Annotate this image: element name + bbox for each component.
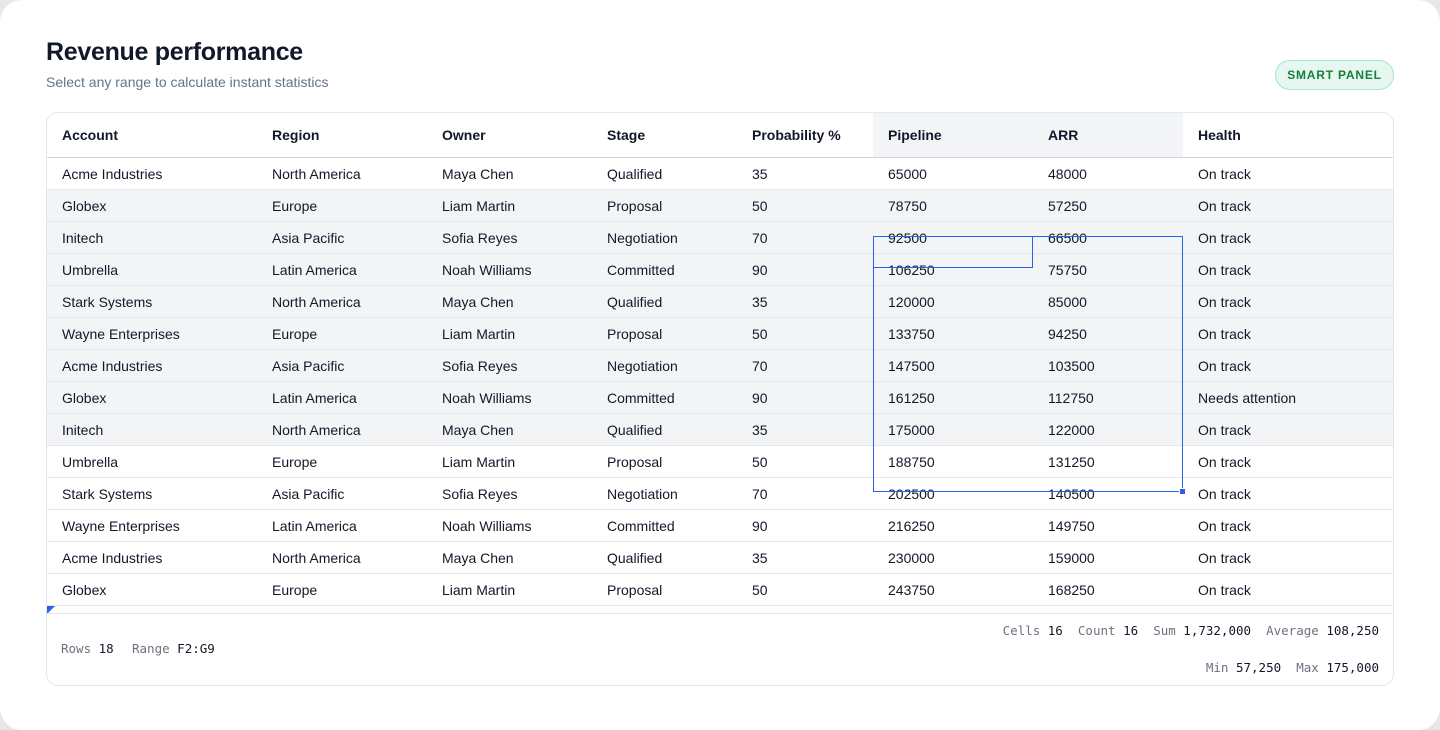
cell-stage[interactable]: Proposal [607, 581, 663, 598]
cell-probability[interactable]: 90 [752, 389, 768, 406]
cell-health[interactable]: On track [1198, 261, 1251, 278]
cell-health[interactable]: On track [1198, 549, 1251, 566]
cell-probability[interactable]: 50 [752, 581, 768, 598]
cell-stage[interactable]: Committed [607, 389, 675, 406]
cell-arr[interactable]: 149750 [1048, 517, 1095, 534]
cell-probability[interactable]: 50 [752, 453, 768, 470]
stat-cells-label: Cells [1002, 623, 1041, 638]
cell-probability[interactable]: 50 [752, 197, 768, 214]
cell-pipeline[interactable]: 147500 [888, 357, 935, 374]
stat-max-value: 175,000 [1326, 660, 1379, 675]
cell-region[interactable]: Europe [272, 197, 318, 214]
cell-account[interactable]: Globex [62, 581, 107, 598]
cell-arr[interactable]: 122000 [1048, 421, 1095, 438]
table-row [47, 478, 1393, 510]
cell-pipeline[interactable]: 92500 [888, 229, 927, 246]
column-header-probability[interactable]: Probability % [752, 127, 841, 143]
cell-health[interactable]: On track [1198, 229, 1251, 246]
cell-health[interactable]: Needs attention [1198, 389, 1297, 406]
cell-stage[interactable]: Negotiation [607, 229, 678, 246]
cell-arr[interactable]: 112750 [1048, 389, 1094, 406]
cell-arr[interactable]: 131250 [1048, 453, 1095, 470]
cell-account[interactable]: Stark Systems [62, 485, 153, 502]
cell-stage[interactable]: Committed [607, 517, 675, 534]
cell-account[interactable]: Initech [62, 421, 104, 438]
cell-probability[interactable]: 90 [752, 261, 768, 278]
cell-arr[interactable]: 140500 [1048, 485, 1095, 502]
data-grid [46, 112, 1394, 686]
page-subtitle: Select any range to calculate instant statistics [46, 74, 329, 90]
cell-pipeline[interactable]: 188750 [888, 453, 935, 470]
cell-stage[interactable]: Qualified [607, 421, 663, 438]
cell-owner[interactable]: Maya Chen [442, 421, 514, 438]
stat-range [132, 641, 215, 656]
table-row [47, 190, 1393, 222]
cell-stage[interactable]: Proposal [607, 453, 663, 470]
stat-cells-value: 16 [1047, 623, 1063, 638]
stat-min-value: 57,250 [1235, 660, 1282, 675]
cell-owner[interactable]: Liam Martin [442, 325, 516, 342]
cell-owner[interactable]: Noah Williams [442, 517, 532, 534]
cell-stage[interactable]: Qualified [607, 549, 663, 566]
table-row [47, 510, 1393, 542]
cell-health[interactable]: On track [1198, 517, 1251, 534]
stat-summary-top [1003, 623, 1379, 638]
cell-health[interactable]: On track [1198, 293, 1251, 310]
cell-probability[interactable]: 35 [752, 421, 768, 438]
smart-panel-button[interactable]: SMART PANEL [1275, 60, 1394, 90]
cell-account[interactable]: Umbrella [62, 453, 119, 470]
table-row [47, 574, 1393, 606]
cell-health[interactable]: On track [1198, 421, 1251, 438]
stat-average-label: Average [1266, 623, 1319, 638]
cell-account[interactable]: Acme Industries [62, 549, 163, 566]
cell-owner[interactable]: Sofia Reyes [442, 229, 518, 246]
cell-stage[interactable]: Qualified [607, 293, 663, 310]
stat-rows-label: Rows [61, 641, 92, 656]
cell-owner[interactable]: Liam Martin [442, 581, 516, 598]
grid-body[interactable] [47, 158, 1393, 606]
cell-probability[interactable]: 90 [752, 517, 768, 534]
cell-region[interactable]: Asia Pacific [272, 485, 345, 502]
cell-region[interactable]: North America [272, 421, 361, 438]
cell-owner[interactable]: Liam Martin [442, 453, 516, 470]
cell-health[interactable]: On track [1198, 485, 1251, 502]
table-row [47, 318, 1393, 350]
cell-account[interactable]: Globex [62, 197, 107, 214]
cell-region[interactable]: Asia Pacific [272, 357, 345, 374]
cell-region[interactable]: North America [272, 549, 361, 566]
cell-region[interactable]: Latin America [272, 389, 357, 406]
cell-stage[interactable]: Proposal [607, 325, 663, 342]
stat-average-value: 108,250 [1326, 623, 1379, 638]
cell-arr[interactable]: 94250 [1048, 325, 1087, 342]
cell-owner[interactable]: Sofia Reyes [442, 357, 518, 374]
cell-pipeline[interactable]: 106250 [888, 261, 935, 278]
cell-account[interactable]: Stark Systems [62, 293, 153, 310]
stat-count-value: 16 [1123, 623, 1139, 638]
cell-pipeline[interactable]: 230000 [888, 549, 935, 566]
cell-owner[interactable]: Noah Williams [442, 261, 532, 278]
stat-sum-value: 1,732,000 [1183, 623, 1252, 638]
column-header-pipeline[interactable]: Pipeline [873, 113, 1033, 157]
stat-rows-value: 18 [98, 641, 114, 656]
column-header-stage[interactable]: Stage [607, 127, 646, 143]
cell-health[interactable]: On track [1198, 581, 1251, 598]
stat-rows [61, 641, 114, 656]
cell-pipeline[interactable]: 120000 [888, 293, 935, 310]
cell-region[interactable]: Asia Pacific [272, 229, 345, 246]
table-row [47, 542, 1393, 574]
cell-pipeline[interactable]: 161250 [888, 389, 935, 406]
stat-range-value: F2:G9 [177, 641, 215, 656]
table-row [47, 222, 1393, 254]
cell-owner[interactable]: Maya Chen [442, 293, 514, 310]
cell-owner[interactable]: Noah Williams [442, 389, 532, 406]
cell-account[interactable]: Acme Industries [62, 357, 163, 374]
cell-region[interactable]: Latin America [272, 517, 357, 534]
cell-arr[interactable]: 85000 [1048, 293, 1087, 310]
cell-pipeline[interactable]: 216250 [888, 517, 935, 534]
column-header-account[interactable]: Account [62, 127, 118, 143]
stat-range-label: Range [132, 641, 170, 656]
cell-health[interactable]: On track [1198, 453, 1251, 470]
cell-health[interactable]: On track [1198, 165, 1251, 182]
cell-stage[interactable]: Proposal [607, 197, 663, 214]
cell-pipeline[interactable]: 175000 [888, 421, 935, 438]
cell-stage[interactable]: Negotiation [607, 357, 678, 374]
cell-pipeline[interactable]: 78750 [888, 197, 927, 214]
cell-pipeline[interactable]: 133750 [888, 325, 935, 342]
cell-region[interactable]: Latin America [272, 261, 357, 278]
cell-owner[interactable]: Maya Chen [442, 165, 514, 182]
stat-sum-label: Sum [1153, 623, 1176, 638]
cell-stage[interactable]: Qualified [607, 165, 663, 182]
table-row [47, 158, 1393, 190]
cell-account[interactable]: Umbrella [62, 261, 119, 278]
cell-probability[interactable]: 35 [752, 549, 768, 566]
table-row [47, 350, 1393, 382]
column-header-health[interactable]: Health [1198, 127, 1241, 143]
cell-probability[interactable]: 35 [752, 293, 768, 310]
cell-pipeline[interactable]: 243750 [888, 581, 935, 598]
table-row [47, 446, 1393, 478]
table-row [47, 286, 1393, 318]
cell-account[interactable]: Wayne Enterprises [62, 325, 180, 342]
stat-count-label: Count [1077, 623, 1116, 638]
cell-region[interactable]: North America [272, 165, 361, 182]
cell-arr[interactable]: 103500 [1048, 357, 1095, 374]
cell-pipeline[interactable]: 65000 [888, 165, 927, 182]
cell-health[interactable]: On track [1198, 197, 1251, 214]
cell-arr[interactable]: 159000 [1048, 549, 1095, 566]
fill-handle[interactable] [1179, 488, 1186, 495]
cell-account[interactable]: Acme Industries [62, 165, 163, 182]
cell-probability[interactable]: 70 [752, 229, 768, 246]
cell-region[interactable]: Europe [272, 325, 318, 342]
status-bar [47, 613, 1393, 685]
cell-region[interactable]: Europe [272, 453, 318, 470]
cell-owner[interactable]: Liam Martin [442, 197, 516, 214]
cell-arr[interactable]: 168250 [1048, 581, 1095, 598]
table-row [47, 382, 1393, 414]
cell-arr[interactable]: 57250 [1048, 197, 1087, 214]
cell-account[interactable]: Wayne Enterprises [62, 517, 180, 534]
cell-account[interactable]: Globex [62, 389, 107, 406]
cell-health[interactable]: On track [1198, 325, 1251, 342]
cell-probability[interactable]: 35 [752, 165, 768, 182]
cell-arr[interactable]: 48000 [1048, 165, 1087, 182]
cell-probability[interactable]: 50 [752, 325, 768, 342]
stat-summary-bottom [1206, 660, 1379, 675]
stat-min-label: Min [1205, 660, 1229, 675]
cell-probability[interactable]: 70 [752, 485, 768, 502]
cell-probability[interactable]: 70 [752, 357, 768, 374]
cell-region[interactable]: North America [272, 293, 361, 310]
cell-owner[interactable]: Sofia Reyes [442, 485, 518, 502]
column-header-arr[interactable]: ARR [1033, 113, 1183, 157]
cell-account[interactable]: Initech [62, 229, 104, 246]
table-row [47, 414, 1393, 446]
cell-health[interactable]: On track [1198, 357, 1251, 374]
column-header-owner[interactable]: Owner [442, 127, 486, 143]
cell-stage[interactable]: Committed [607, 261, 675, 278]
cell-pipeline[interactable]: 202500 [888, 485, 935, 502]
cell-arr[interactable]: 66500 [1048, 229, 1087, 246]
cell-owner[interactable]: Maya Chen [442, 549, 514, 566]
table-row [47, 254, 1393, 286]
cell-arr[interactable]: 75750 [1048, 261, 1087, 278]
cell-region[interactable]: Europe [272, 581, 318, 598]
cell-stage[interactable]: Negotiation [607, 485, 678, 502]
column-header-region[interactable]: Region [272, 127, 320, 143]
stat-max-label: Max [1296, 660, 1319, 675]
grid-header-row [47, 113, 1393, 158]
page-title: Revenue performance [46, 38, 303, 66]
